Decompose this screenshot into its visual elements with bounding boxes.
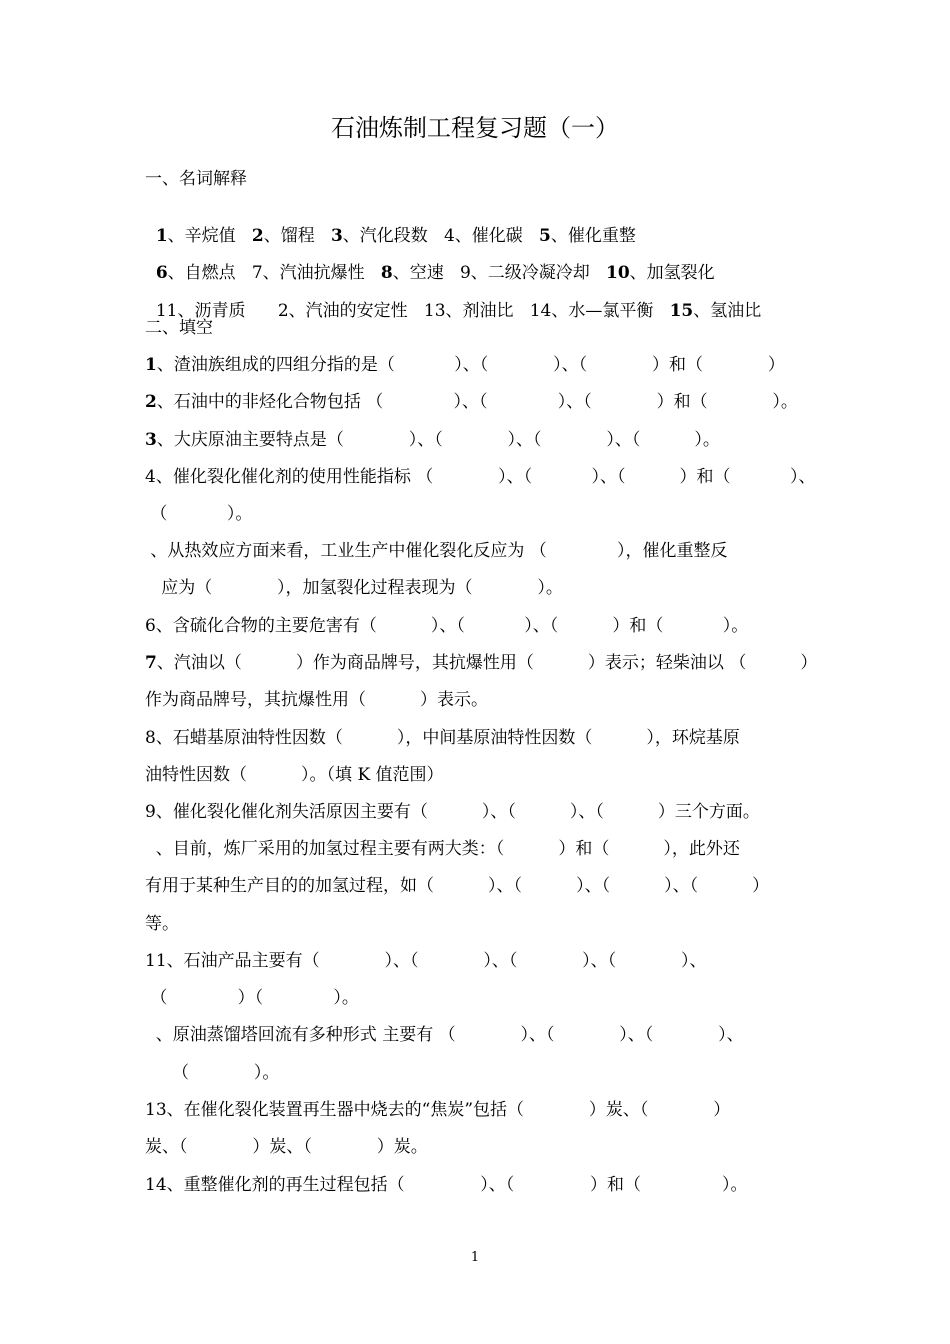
fill-question: （ ）。 — [145, 504, 253, 524]
fill-question: 11、石油产品主要有（ ）、（ ）、（ ）、（ ）、 — [145, 951, 707, 971]
term-number: 8 — [380, 263, 393, 283]
fill-question: 13、在催化裂化装置再生器中烧去的“焦炭”包括（ ）炭、（ ） — [145, 1100, 731, 1120]
fill-question: 炭、（ ）炭、（ ）炭。 — [145, 1137, 428, 1157]
fill-question: 14、重整催化剂的再生过程包括（ ）、（ ）和（ ）。 — [145, 1175, 748, 1195]
fill-question: 1、渣油族组成的四组分指的是（ ）、（ ）、（ ）和（ ） — [145, 355, 785, 375]
fill-question: 作为商品牌号，其抗爆性用（ ）表示。 — [145, 690, 489, 710]
fill-question: 有用于某种生产目的的加氢过程，如（ ）、（ ）、（ ）、（ ） — [145, 876, 770, 896]
fill-question: （ ）。 — [145, 1063, 280, 1083]
fill-question: （ ）（ ）。 — [145, 988, 359, 1008]
term-text: 、馏程 — [263, 226, 331, 246]
term-number: 1 — [155, 226, 168, 246]
fill-question: 9、催化裂化催化剂失活原因主要有（ ）、（ ）、（ ）三个方面。 — [145, 802, 760, 822]
fill-question: 8、石蜡基原油特性因数（ ），中间基原油特性因数（ ），环烷基原 — [145, 728, 740, 748]
terms-line-3 — [145, 276, 761, 321]
term-text: 、氢油比 — [693, 301, 762, 321]
term-text: 、汽化段数 4、催化碳 — [342, 226, 540, 246]
page-number: 1 — [470, 1250, 480, 1265]
section-heading-fill: 二、填空 — [145, 318, 213, 338]
term-number: 10 — [606, 263, 630, 283]
term-text: 、催化重整 — [550, 226, 636, 246]
term-text: 、辛烷值 — [167, 226, 252, 246]
term-text: 、自燃点 7、汽油抗爆性 — [167, 263, 381, 283]
fill-question: 7、汽油以（ ）作为商品牌号，其抗爆性用（ ）表示；轻柴油以 （ ） — [145, 653, 818, 673]
fill-question: 、目前，炼厂采用的加氢过程主要有两大类：（ ）和（ ），此外还 — [145, 839, 740, 859]
term-text: 、加氢裂化 — [629, 263, 715, 283]
fill-question: 2、石油中的非烃化合物包括 （ ）、（ ）、（ ）和（ ）。 — [145, 392, 798, 412]
page-title: 石油炼制工程复习题（一） — [331, 114, 619, 142]
fill-question: 、原油蒸馏塔回流有多种形式 主要有 （ ）、（ ）、（ ）、 — [145, 1025, 744, 1045]
section-heading-terms: 一、名词解释 — [145, 169, 247, 189]
fill-question: 4、催化裂化催化剂的使用性能指标 （ ）、（ ）、（ ）和（ ）、 — [145, 467, 816, 487]
term-number: 3 — [330, 226, 343, 246]
term-number: 15 — [669, 301, 694, 321]
term-number: 5 — [539, 226, 551, 246]
fill-question: 应为（ ），加氢裂化过程表现为（ ）。 — [145, 578, 563, 598]
term-number: 2 — [251, 226, 264, 246]
fill-question: 3、大庆原油主要特点是（ ）、（ ）、（ ）、（ ）。 — [145, 430, 720, 450]
term-text: 11、沥青质 2、汽油的安定性 13、剂油比 14、水—氯平衡 — [155, 301, 670, 321]
fill-question: 、从热效应方面来看，工业生产中催化裂化反应为 （ ），催化重整反 — [145, 541, 728, 561]
term-number: 6 — [155, 263, 168, 283]
fill-question: 6、含硫化合物的主要危害有（ ）、（ ）、（ ）和（ ）。 — [145, 616, 749, 636]
term-text: 、空速 9、二级冷凝冷却 — [392, 263, 606, 283]
fill-question: 等。 — [145, 914, 179, 934]
fill-question: 油特性因数（ ）。（填 K 值范围） — [145, 765, 444, 785]
